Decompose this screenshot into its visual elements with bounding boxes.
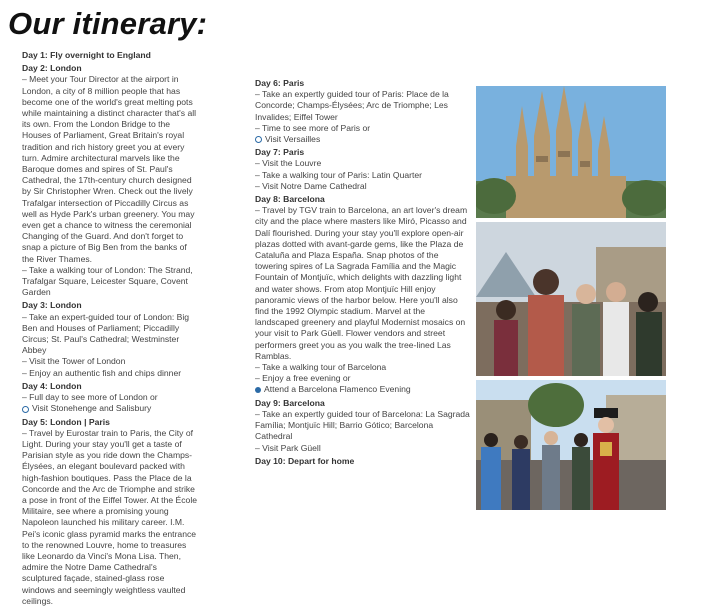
itinerary-item: – Take an expert-guided tour of London: Big Ben and Houses of Parliament; Piccadilly Circus; St. Paul's Cathedral; Westminster Abbey	[22, 311, 190, 356]
bullet-icon	[255, 136, 262, 143]
optional-excursion	[255, 134, 470, 145]
day-heading: Day 9: Barcelona	[255, 397, 325, 408]
itinerary-item: – Time to see more of Paris or	[255, 122, 371, 133]
day-heading: Day 5: London | Paris	[22, 416, 110, 427]
itinerary-item: – Travel by Eurostar train to Paris, the City of Light. During your stay you'll get a taste of Parisian style as you ride down the Champs-Élysées, an elegant boulevard packed with high-fashion boutiques. Pass the Place de la Concorde and the Arc de Triomphe and strike a pose in front of the Eiffel Tower. At the École Militaire, see where a promising young Napoleon launched his military career. I.M. Pei's iconic glass pyramid marks the entrance to the renowned Louvre, home to treasures like Leonardo da Vinci's Mona Lisa. Then, admire the Notre Dame Cathedral's sculptured façade, stained-glass rose windows and seemingly weightless vaulted ceilings.	[22, 427, 198, 606]
itinerary-item: – Visit the Tower of London	[22, 356, 126, 367]
itinerary-item: – Take an expertly guided tour of Barcelona: La Sagrada Família; Montjuïc Hill; Barrio Gótico; Barcelona Cathedral	[255, 408, 470, 442]
optional-excursion-label: Attend a Barcelona Flamenco Evening	[264, 384, 411, 395]
day-heading: Day 6: Paris	[255, 78, 305, 88]
itinerary-item: – Enjoy an authentic fish and chips dinner	[22, 367, 182, 378]
page-title: Our itinerary:	[8, 6, 208, 41]
optional-excursion	[255, 384, 470, 395]
day-heading: Day 2: London	[22, 63, 82, 74]
itinerary-item: – Take a walking tour of London: The Strand, Trafalgar Square, Leicester Square, Covent Garden	[22, 264, 193, 298]
itinerary-item: – Take a walking tour of Barcelona	[255, 362, 387, 373]
bullet-icon	[255, 387, 261, 393]
louvre-group-photo	[476, 222, 666, 376]
bullet-icon	[22, 406, 29, 413]
day-heading: Day 4: London	[22, 380, 82, 391]
itinerary-item: – Take an expertly guided tour of Paris: Place de la Concorde; Champs-Élysées; Arc de Triomphe; Les Invalides; Eiffel Tower	[255, 89, 449, 122]
itinerary-item: – Take a walking tour of Paris: Latin Quarter	[255, 169, 423, 180]
itinerary-item: – Full day to see more of London or	[22, 392, 158, 403]
optional-excursion-label: Visit Stonehenge and Salisbury	[32, 403, 152, 414]
sagrada-familia-photo	[476, 86, 666, 218]
optional-excursion-label: Visit Versailles	[265, 134, 321, 145]
itinerary-item: – Visit the Louvre	[255, 158, 322, 169]
tower-of-london-photo	[476, 380, 666, 510]
itinerary-column-right	[255, 78, 470, 467]
itinerary-item: – Visit Notre Dame Cathedral	[255, 180, 367, 191]
optional-excursion	[22, 403, 197, 414]
itinerary-item: – Travel by TGV train to Barcelona, an art lover's dream city and the place where masters like Miró, Picasso and Dalí flourished. During your stay you'll explore open-air plazas dotted with avant-garde gems, like the Plaza de Cataluña and Plaza España. Snap photos of the towering spires of La Sagrada Família and the Magic Fountain of Montjuïc, which delights with dazzling light and water shows. From atop Montjuïc Hill enjoy panoramic views of the harbor below. Here you'll also find the 1992 Olympic stadium. Marvel at the landscaped greenery and playful Modernist mosaics on your visit to Park Güell. Flower vendors and street performers greet you as you walk the tree-lined Las Ramblas.	[255, 205, 468, 361]
day-heading: Day 8: Barcelona	[255, 194, 325, 205]
day-heading: Day 10: Depart for home	[255, 455, 355, 466]
itinerary-item: – Enjoy a free evening or	[255, 373, 351, 384]
day-heading: Day 3: London	[22, 300, 82, 311]
itinerary-item: – Meet your Tour Director at the airport in London, a city of 8 million people that has become one of the world's great melting pots while maintaining a distinct character that's all its own. From the London Bridge to the Houses of Parliament, Great Britain's royal tradition and rich history greet you at every turn. Admire architectural marvels like the Baroque domes and spires of St. Paul's Cathedral, the 17th-century church designed by Sir Christopher Wren. Check out the lively Trafalgar intersection of Piccadilly Circus as well as Hyde Park's urban greenery. You may even get a chance to witness the ceremonial Changing of the Guard. And don't forget to snap a picture of Big Ben from the banks of the River Thames.	[22, 74, 197, 264]
day-heading: Day 1: Fly overnight to England	[22, 50, 151, 60]
itinerary-item: – Visit Park Güell	[255, 442, 321, 453]
itinerary-column-left	[22, 50, 197, 607]
day-heading: Day 7: Paris	[255, 147, 305, 158]
